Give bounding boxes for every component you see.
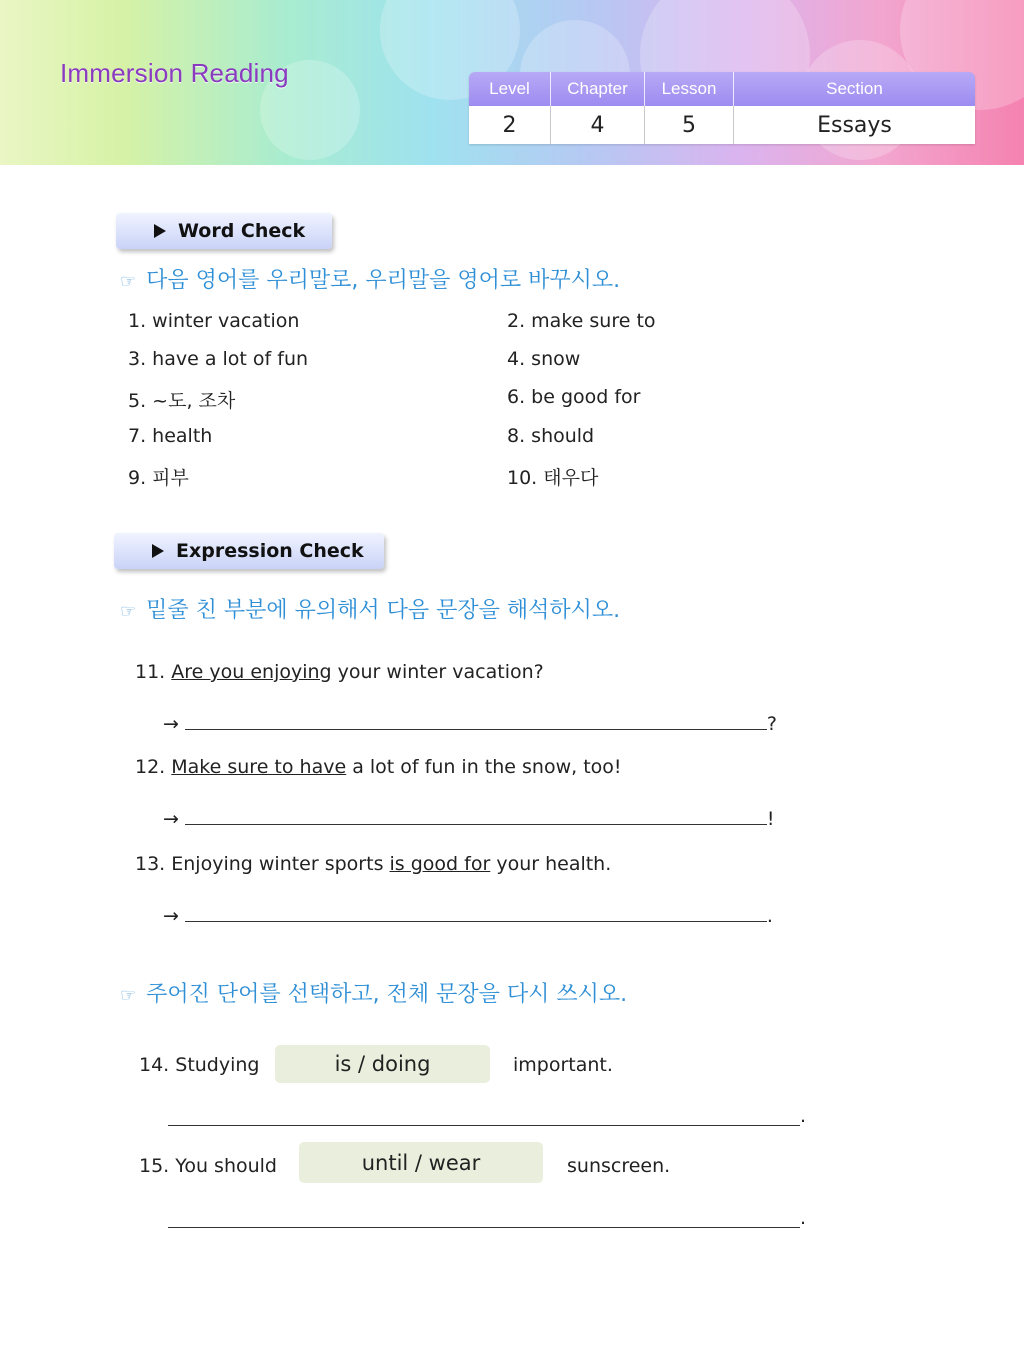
lesson-info-table (469, 72, 975, 144)
question-number: 13. (135, 853, 166, 875)
word-check-instruction (120, 263, 620, 294)
question-14-prefix: 14. Studying (139, 1054, 260, 1076)
choice-box-15[interactable]: until / wear (299, 1142, 543, 1183)
lesson-info-values (469, 106, 975, 144)
question-text: Enjoying winter sports (165, 853, 390, 875)
word-item: 7. health (128, 425, 213, 447)
question-12 (135, 756, 622, 778)
word-item: 10. 태우다 (507, 467, 599, 489)
word-item: 1. winter vacation (128, 310, 300, 332)
word-check-instruction-text: 다음 영어를 우리말로, 우리말을 영어로 바꾸시오. (146, 268, 621, 293)
value-level: 2 (469, 106, 551, 144)
word-item: 9. 피부 (128, 467, 189, 489)
word-item: 4. snow (507, 348, 581, 370)
question-number: 12. (135, 756, 166, 778)
rewrite-end-mark: . (800, 1207, 807, 1229)
answer-line-13[interactable] (163, 903, 773, 927)
question-14-suffix: important. (513, 1054, 613, 1076)
choose-instruction-text: 주어진 단어를 선택하고, 전체 문장을 다시 쓰시오. (146, 982, 628, 1007)
question-number: 11. (135, 661, 166, 683)
logo-text: Immersion Reading (60, 58, 289, 88)
arrow-icon: → (163, 808, 179, 830)
answer-line-12[interactable] (163, 806, 775, 830)
expression-check-label: Expression Check (176, 540, 364, 562)
question-15-prefix: 15. You should (139, 1155, 277, 1177)
value-section: Essays (817, 112, 892, 138)
word-item: 6. be good for (507, 386, 641, 408)
underlined-phrase: Are you enjoying (171, 661, 332, 683)
rewrite-line-15[interactable] (168, 1226, 800, 1228)
right-triangle-icon (154, 224, 166, 238)
pointing-hand-icon: ☞ (120, 601, 137, 622)
expression-check-instruction (120, 593, 620, 624)
underlined-phrase: Make sure to have (171, 756, 347, 778)
answer-line-11[interactable] (163, 711, 777, 735)
answer-end-mark: ! (766, 808, 775, 830)
word-check-tag (116, 213, 332, 249)
column-level: Level (469, 72, 551, 106)
pointing-hand-icon: ☞ (120, 271, 137, 292)
answer-blank[interactable] (185, 711, 767, 730)
lesson-info-header (469, 72, 975, 106)
question-text: your health. (490, 853, 612, 875)
question-11 (135, 661, 544, 683)
pointing-hand-icon: ☞ (120, 985, 137, 1006)
rewrite-end-mark: . (800, 1105, 807, 1127)
question-text: a lot of fun in the snow, too! (346, 756, 622, 778)
column-chapter: Chapter (551, 72, 645, 106)
expression-check-instruction-text: 밑줄 친 부분에 유의해서 다음 문장을 해석하시오. (146, 598, 621, 623)
arrow-icon: → (163, 713, 179, 735)
question-15-suffix: sunscreen. (567, 1155, 671, 1177)
word-item: 8. should (507, 425, 595, 447)
question-13 (135, 853, 611, 875)
word-item: 2. make sure to (507, 310, 656, 332)
answer-blank[interactable] (185, 806, 767, 825)
answer-blank[interactable] (185, 903, 767, 922)
right-triangle-icon (152, 544, 164, 558)
underlined-phrase: is good for (389, 853, 491, 875)
word-item: 3. have a lot of fun (128, 348, 309, 370)
value-chapter: 4 (551, 106, 645, 144)
rewrite-line-14[interactable] (168, 1124, 800, 1126)
expression-check-tag (114, 533, 384, 569)
choose-instruction (120, 977, 627, 1008)
question-text: your winter vacation? (331, 661, 544, 683)
value-lesson: 5 (645, 106, 734, 144)
word-check-label: Word Check (178, 220, 306, 242)
word-item: 5. ~도, 조차 (128, 390, 236, 412)
column-lesson: Lesson (645, 72, 734, 106)
arrow-icon: → (163, 905, 179, 927)
answer-end-mark: ? (766, 713, 778, 735)
choice-box-14[interactable]: is / doing (275, 1045, 490, 1083)
answer-end-mark: . (766, 905, 773, 927)
header-banner (0, 0, 1024, 165)
column-section: Section (826, 79, 883, 98)
